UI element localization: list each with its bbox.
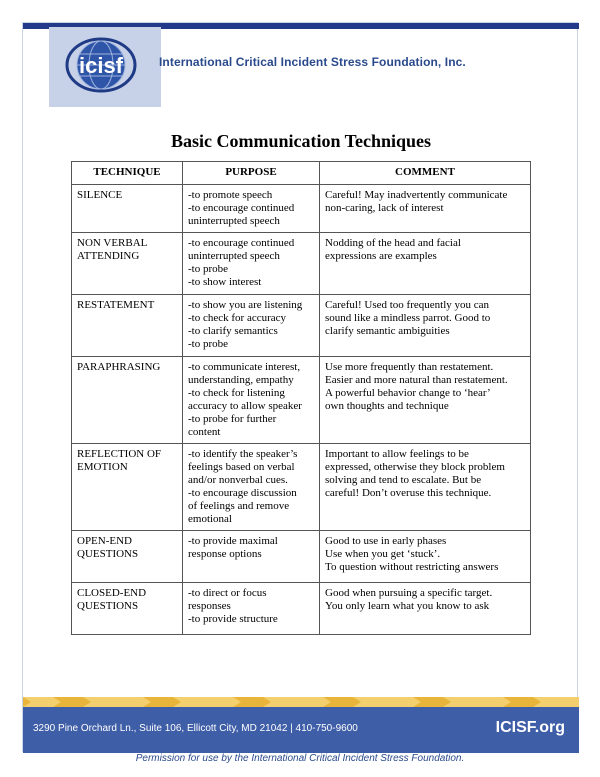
comment-cell-line: Good to use in early phases [325,535,447,547]
purpose-cell-line: content [188,426,221,438]
header-technique: TECHNIQUE [72,162,183,185]
purpose-cell-line: responses [188,600,231,612]
purpose-cell-line: -to probe for further [188,413,277,425]
table-row [72,185,531,233]
table-row [72,583,531,635]
comment-cell [320,357,531,444]
footer-band [23,697,579,753]
purpose-cell-line: -to direct or focus [188,587,267,599]
comment-cell-line: Use more frequently than restatement. [325,361,494,373]
purpose-cell-line: -to encourage continued [188,202,295,214]
footer-chevron-pattern [23,697,579,707]
comment-cell-line: solving and tend to escalate. But be [325,474,482,486]
comment-cell-line: Important to allow feelings to be [325,448,469,460]
table-row [72,531,531,583]
purpose-cell [183,583,320,635]
comment-cell [320,583,531,635]
technique-cell-line: REFLECTION OF [77,448,162,460]
purpose-cell-line: accuracy to allow speaker [188,400,302,412]
table-row [72,444,531,531]
technique-cell [72,583,183,635]
comment-cell-line: expressions are examples [325,250,437,262]
purpose-cell [183,357,320,444]
purpose-cell-line: -to probe [188,338,229,350]
organization-name: International Critical Incident Stress Foundation, Inc. [159,55,466,69]
comment-cell-line: Use when you get ‘stuck’. [325,548,441,560]
table-row [72,357,531,444]
technique-cell-line: NON VERBAL [77,237,148,249]
technique-cell-line: SILENCE [77,189,123,201]
purpose-cell-line: -to encourage discussion [188,487,297,499]
technique-cell-line: OPEN-END [77,535,132,547]
permission-note: Permission for use by the International Critical Incident Stress Foundation. [135,753,465,764]
technique-cell-line: QUESTIONS [77,548,139,560]
table-header-row [72,162,531,185]
purpose-cell-line: and/or nonverbal cues. [188,474,288,486]
technique-cell [72,531,183,583]
comment-cell-line: clarify semantic ambiguities [325,325,450,337]
purpose-cell-line: -to provide structure [188,613,278,625]
purpose-cell-line: -to provide maximal [188,535,278,547]
purpose-cell-line: -to show interest [188,276,262,288]
purpose-cell-line: -to identify the speaker’s [188,448,298,460]
comment-cell-line: sound like a mindless parrot. Good to [325,312,491,324]
comment-cell-line: A powerful behavior change to ‘hear’ [325,387,491,399]
purpose-cell-line: understanding, empathy [188,374,294,386]
purpose-cell-line: -to show you are listening [188,299,303,311]
header-purpose: PURPOSE [183,162,320,185]
technique-cell-line: QUESTIONS [77,600,139,612]
technique-cell [72,185,183,233]
footer-address: 3290 Pine Orchard Ln., Suite 106, Ellicott City, MD 21042 | 410-750-9600 [33,723,358,734]
table-row [72,233,531,295]
techniques-table [71,161,531,635]
purpose-cell [183,233,320,295]
comment-cell [320,531,531,583]
technique-cell [72,233,183,295]
comment-cell [320,185,531,233]
comment-cell-line: careful! Don’t overuse this technique. [325,487,492,499]
purpose-cell-line: response options [188,548,262,560]
comment-cell-line: Easier and more natural than restatement. [325,374,508,386]
technique-cell [72,295,183,357]
purpose-cell-line: uninterrupted speech [188,250,280,262]
purpose-cell-line: emotional [188,513,232,525]
comment-cell-line: Nodding of the head and facial [325,237,461,249]
technique-cell [72,357,183,444]
purpose-cell [183,444,320,531]
purpose-cell [183,295,320,357]
logo-wordmark: icisf [78,53,124,78]
purpose-cell-line: -to check for listening [188,387,285,399]
purpose-cell-line: -to probe [188,263,229,275]
comment-cell-line: own thoughts and technique [325,400,449,412]
footer-website-link[interactable]: ICISF.org [495,719,565,736]
technique-cell-line: CLOSED-END [77,587,147,599]
comment-cell-line: You only learn what you know to ask [325,600,490,612]
page-title: Basic Communication Techniques [170,131,432,151]
purpose-cell-line: feelings based on verbal [188,461,295,473]
technique-cell [72,444,183,531]
comment-cell-line: non-caring, lack of interest [325,202,444,214]
purpose-cell [183,185,320,233]
technique-cell-line: EMOTION [77,461,128,473]
comment-cell-line: To question without restricting answers [325,561,499,573]
comment-cell [320,444,531,531]
purpose-cell-line: -to encourage continued [188,237,295,249]
table-body [72,185,531,635]
comment-cell [320,295,531,357]
header-comment: COMMENT [320,162,531,185]
comment-cell-line: Careful! Used too frequently you can [325,299,490,311]
technique-cell-line: PARAPHRASING [77,361,161,373]
purpose-cell-line: of feelings and remove [188,500,290,512]
table-row [72,295,531,357]
purpose-cell-line: -to communicate interest, [188,361,301,373]
technique-cell-line: RESTATEMENT [77,299,155,311]
technique-cell-line: ATTENDING [77,250,140,262]
logo-panel [49,27,161,107]
comment-cell [320,233,531,295]
purpose-cell-line: uninterrupted speech [188,215,280,227]
purpose-cell-line: -to clarify semantics [188,325,278,337]
document-page [22,22,578,752]
comment-cell-line: expressed, otherwise they block problem [325,461,505,473]
comment-cell-line: Careful! May inadvertently communicate [325,189,508,201]
purpose-cell-line: -to check for accuracy [188,312,287,324]
purpose-cell [183,531,320,583]
comment-cell-line: Good when pursuing a specific target. [325,587,493,599]
icisf-logo [49,27,161,107]
purpose-cell-line: -to promote speech [188,189,273,201]
